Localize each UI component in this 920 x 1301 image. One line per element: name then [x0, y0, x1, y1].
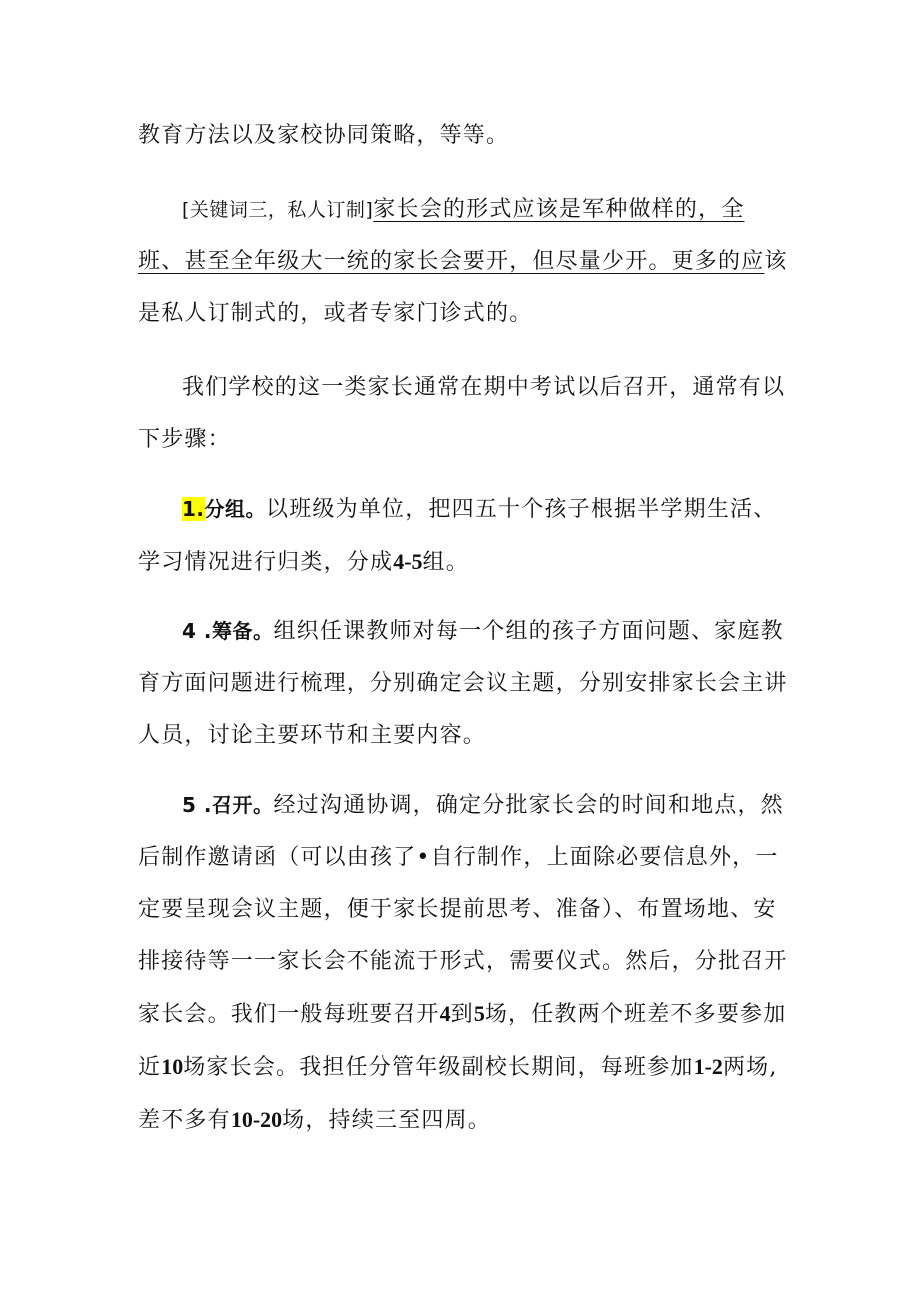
- step-number-highlight: 1.: [182, 497, 205, 521]
- number-value: 5: [473, 1001, 485, 1026]
- step-text: 组。: [422, 550, 469, 575]
- number-value: 10-20: [230, 1107, 283, 1132]
- step-text: 组织任课教师对每一个组的孩子方面问题、家庭教育方面问题进行梳理，分别确定会议主题，分别安排家长会主讲人员，讨论主要环节和主要内容。: [138, 619, 788, 748]
- step-text: 场，持续三至四周。: [282, 1108, 491, 1133]
- paragraph-text: 教育方法以及家校协同策略，等等。: [138, 123, 510, 148]
- paragraph-steps-intro: [138, 362, 788, 466]
- step-heading: 5 .召开。: [182, 793, 274, 817]
- number-value: 1-2: [693, 1054, 723, 1079]
- step-text: 经过沟通协调，确定分批家长会的时间和地点，然后制作邀请函（可以由孩了•自行制作，上面除必要信息外，一定要呈现会议主题，便于家长提前思考、准备）、布置场地、安排接待等一一家长会不能流于形式，需要仪式。然后，分批召开家长会。我们一般每班要召开: [138, 793, 788, 1027]
- paragraph-text: 我们学校的这一类家长通常在期中考试以后召开，通常有以下步骤：: [138, 375, 786, 452]
- underlined-text: 家长会的形式应该是军种做样的，全班、甚至全年级大一统的家长会要开，但尽量少开。更多的应: [138, 197, 765, 274]
- step-text: 两场, 差不多有: [138, 1055, 778, 1133]
- step-text: 场家长会。我担任分管年级副校长期间，每班参加: [183, 1055, 694, 1080]
- step-5-convening: [138, 779, 788, 1147]
- step-title: 分组。: [204, 497, 267, 521]
- step-4-preparation: [138, 605, 788, 762]
- step-1-grouping: [138, 483, 788, 589]
- step-text: 场，任教两个班差不多要参加近: [138, 1002, 787, 1080]
- paragraph-strategy-ending: [138, 110, 788, 162]
- group-range: 4-5: [393, 549, 423, 574]
- step-heading: 4 .筹备。: [182, 619, 274, 643]
- keyword-label: [关键词三，私人订制]: [182, 199, 374, 221]
- step-text: 到: [450, 1002, 474, 1027]
- paragraph-keyword-three: [138, 184, 788, 340]
- paragraph-text: 该是私人订制式的，或者专家门诊式的。: [138, 249, 788, 326]
- number-value: 10: [161, 1054, 184, 1079]
- number-value: 4: [439, 1001, 451, 1026]
- step-text: 以班级为单位，把四五十个孩子根据半学期生活、学习情况进行归类，分成: [138, 497, 777, 575]
